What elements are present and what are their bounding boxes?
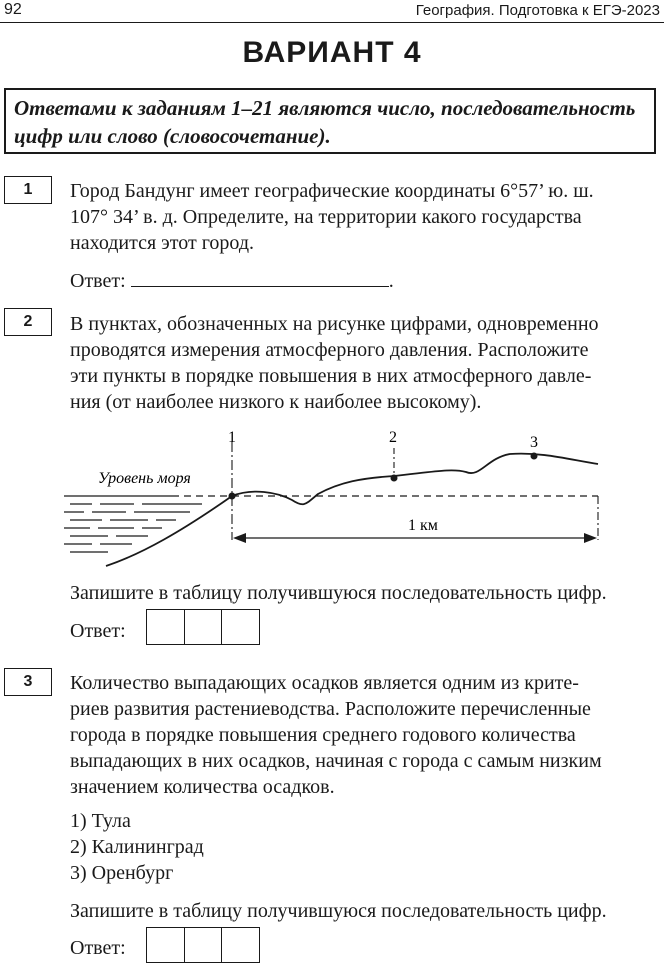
task-3-line-1: Количество выпадающих осадков является одним из крите- [70, 672, 579, 694]
task-3-answer-label: Ответ: [70, 937, 126, 959]
distance-label: 1 км [408, 517, 438, 534]
point-3-label: 3 [530, 434, 538, 451]
task-2-answer-cell-3[interactable] [222, 610, 259, 644]
sea-level-label: Уровень моря [98, 470, 191, 487]
instructions-line-2: цифр или слово (словосочетание). [14, 124, 331, 148]
task-1-line-3: находится этот город. [70, 232, 255, 254]
task-2-answer-grid[interactable] [146, 609, 260, 645]
task-3-answer-cell-2[interactable] [185, 928, 223, 962]
relief-profile-diagram [62, 426, 602, 570]
task-2-number: 2 [4, 308, 52, 336]
task-3-option-3: 3) Оренбург [70, 862, 174, 884]
point-3-dot [531, 453, 538, 460]
task-2-table-instruction: Запишите в таблицу получившуюся последовательность цифр. [70, 582, 607, 604]
task-2-answer-label: Ответ: [70, 620, 126, 642]
task-1-number: 1 [4, 176, 52, 204]
task-2-line-2: проводятся измерения атмосферного давления. Расположите [70, 339, 589, 361]
point-1-label: 1 [228, 429, 236, 446]
task-2-answer-cell-1[interactable] [147, 610, 185, 644]
water-hatching [64, 496, 202, 552]
task-3-line-5: значением количества осадков. [70, 776, 335, 798]
task-1-answer-field[interactable] [131, 268, 389, 287]
task-1-answer [70, 268, 394, 294]
instructions-line-1: Ответами к заданиям 1–21 являются число, последовательность [14, 96, 636, 120]
point-2-label: 2 [389, 429, 397, 446]
task-3-answer-cell-3[interactable] [222, 928, 259, 962]
instructions-box [4, 88, 656, 154]
page-header [0, 0, 664, 23]
task-1-line-1: Город Бандунг имеет географические координаты 6°57’ ю. ш. [70, 180, 594, 202]
task-3-table-instruction: Запишите в таблицу получившуюся последовательность цифр. [70, 900, 607, 922]
task-2-line-3: эти пункты в порядке повышения в них атмосферного давле- [70, 365, 592, 387]
point-2-dot [391, 475, 398, 482]
book-title: География. Подготовка к ЕГЭ-2023 [415, 2, 660, 19]
task-1-line-2: 107° 34’ в. д. Определите, на территории какого государства [70, 206, 582, 228]
task-1-answer-end: . [388, 270, 394, 292]
task-3-option-2: 2) Калининград [70, 836, 204, 858]
distance-arrow-head-left [233, 533, 246, 543]
task-3-answer-cell-1[interactable] [147, 928, 185, 962]
distance-arrow-head-right [584, 533, 597, 543]
task-2-line-4: ния (от наиболее низкого к наиболее высокому). [70, 391, 482, 413]
task-3-line-3: города в порядке повышения среднего годового количества [70, 724, 576, 746]
task-3-option-1: 1) Тула [70, 810, 131, 832]
task-3-line-4: выпадающих в них осадков, начиная с города с самым низким [70, 750, 602, 772]
task-2-line-1: В пунктах, обозначенных на рисунке цифрами, одновременно [70, 313, 599, 335]
point-1-dot [229, 493, 236, 500]
page-number: 92 [4, 1, 22, 18]
variant-title: ВАРИАНТ 4 [242, 36, 422, 69]
task-3-number: 3 [4, 668, 52, 696]
task-3-answer-grid[interactable] [146, 927, 260, 963]
task-1-answer-label: Ответ: [70, 270, 126, 292]
task-3-line-2: риев развития растениеводства. Расположите перечисленные [70, 698, 591, 720]
task-2-answer-cell-2[interactable] [185, 610, 223, 644]
